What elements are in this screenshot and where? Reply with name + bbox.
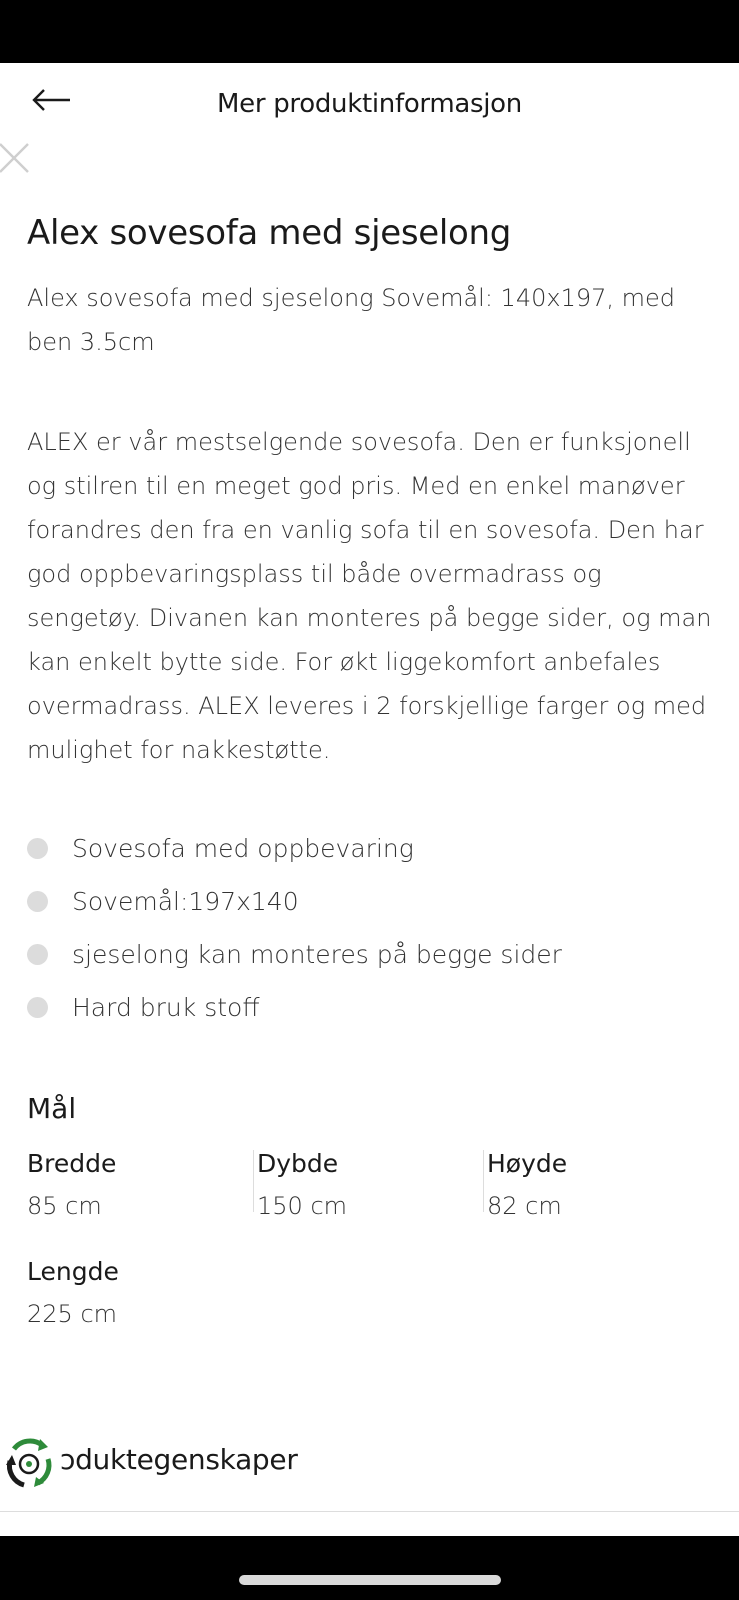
dimension-label: Høyde (487, 1149, 568, 1178)
bullet-icon (27, 838, 48, 859)
home-indicator[interactable] (239, 1575, 501, 1585)
dimension-height (487, 1144, 717, 1224)
feature-text: Sovemål:197x140 (72, 887, 299, 916)
product-description: ALEX er vår mestselgende sovesofa. Den er funksjonell og stilren til en meget god pris. Med en enkel manøver forandres den fra en vanlig sofa til en sovesofa. Den har god oppbevaringsplass til både overmadrass og sengetøy. Divanen kan monteres på begge sider, og man kan enkelt bytte side. For økt liggekomfort anbefales overmadrass. ALEX leveres i 2 forskjellige farger og med mulighet for nakkestøtte. (27, 428, 712, 764)
bullet-icon (27, 891, 48, 912)
divider (0, 1511, 739, 1512)
list-item (27, 875, 717, 928)
header (0, 63, 739, 143)
dimension-width (27, 1144, 257, 1224)
dimension-label: Lengde (27, 1257, 119, 1286)
close-icon[interactable] (0, 140, 30, 176)
list-item (27, 981, 717, 1034)
feature-text: Hard bruk stoff (72, 993, 260, 1022)
dimension-value: 225 cm (27, 1300, 118, 1328)
feature-text: Sovesofa med oppbevaring (72, 834, 414, 863)
dimension-label: Bredde (27, 1149, 117, 1178)
list-item (27, 928, 717, 981)
dimension-value: 85 cm (27, 1192, 102, 1220)
product-properties-label: ɔduktegenskaper (60, 1443, 298, 1476)
bullet-icon (27, 944, 48, 965)
dimensions-row (27, 1252, 717, 1332)
dimensions-title: Mål (27, 1092, 77, 1125)
status-bar (0, 0, 739, 63)
feature-list (27, 822, 717, 1034)
dimensions-row (27, 1144, 717, 1224)
dimension-value: 150 cm (257, 1192, 348, 1220)
page-title: Mer produktinformasjon (217, 89, 522, 119)
product-properties-row[interactable] (0, 1435, 739, 1510)
product-subtitle: Alex sovesofa med sjeselong Sovemål: 140x197, med ben 3.5cm (27, 284, 676, 356)
list-item (27, 822, 717, 875)
home-bar-area (0, 1536, 739, 1600)
dimension-length (27, 1252, 269, 1332)
feature-text: sjeselong kan monteres på begge sider (72, 940, 562, 969)
product-info (27, 210, 717, 1332)
product-title: Alex sovesofa med sjeselong (27, 213, 512, 253)
bullet-icon (27, 997, 48, 1018)
dimension-value: 82 cm (487, 1192, 562, 1220)
dimension-label: Dybde (257, 1149, 339, 1178)
eco-recycle-badge-icon[interactable] (4, 1435, 56, 1491)
dimension-depth (257, 1144, 487, 1224)
